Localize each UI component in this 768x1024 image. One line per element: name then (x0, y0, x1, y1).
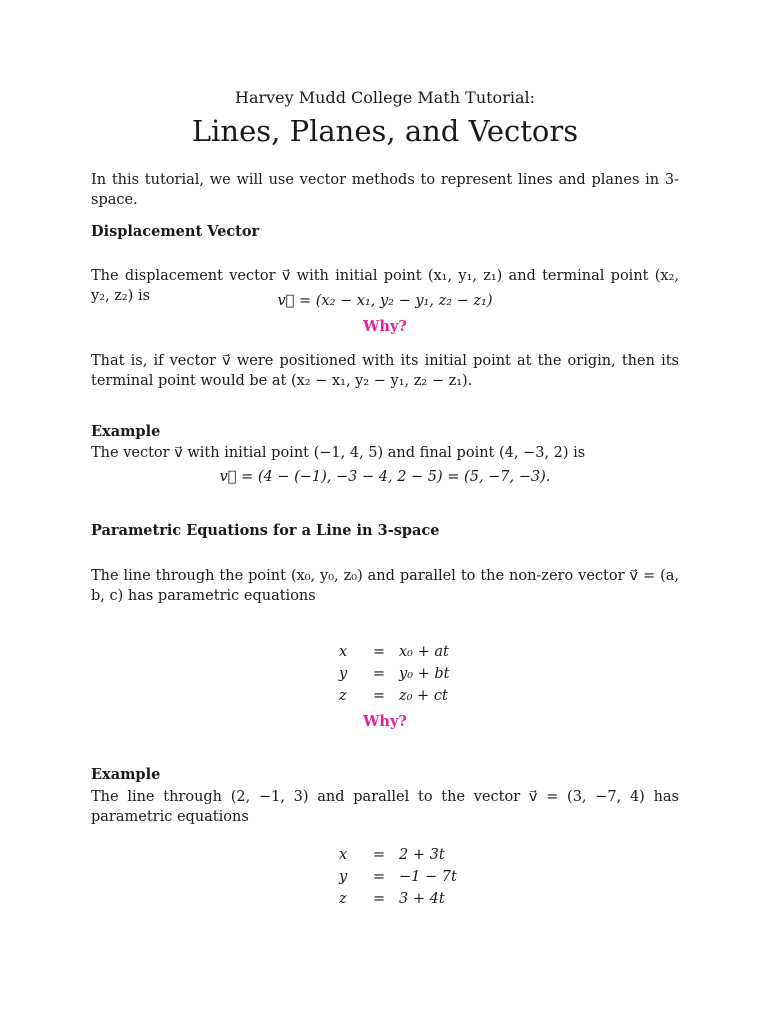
equation-lhs: y (339, 666, 348, 682)
equation-lhs: y (339, 869, 348, 885)
parametric-equations (339, 641, 449, 707)
equation-op: = (372, 869, 386, 885)
doc-title: Lines, Planes, and Vectors (191, 114, 579, 148)
equation-op: = (372, 644, 386, 660)
example1-heading: Example (91, 423, 161, 440)
example2-text: The line through (2, −1, 3) and parallel to the vector v⃗ = (3, −7, 4) has parametric equations (91, 789, 679, 825)
displacement-heading: Displacement Vector (91, 223, 260, 240)
example1-text: The vector v⃗ with initial point (−1, 4, 5) and final point (4, −3, 2) is (91, 445, 586, 461)
example2-heading: Example (91, 766, 161, 783)
equation-op: = (372, 666, 386, 682)
example2-equations (339, 844, 457, 910)
equation-rhs: −1 − 7t (399, 869, 457, 885)
parametric-heading: Parametric Equations for a Line in 3-space (91, 522, 440, 539)
equation-row (339, 685, 449, 707)
equation-rhs: 2 + 3t (399, 847, 445, 863)
equation-rhs: z₀ + ct (399, 688, 448, 704)
equation-rhs: 3 + 4t (399, 891, 445, 907)
equation-op: = (372, 891, 386, 907)
equation-row (339, 866, 457, 888)
equation-rhs: y₀ + bt (399, 666, 450, 682)
equation-row (339, 844, 457, 866)
equation-row (339, 888, 457, 910)
example1-equation: v⃗ = (4 − (−1), −3 − 4, 2 − 5) = (5, −7, −3). (219, 469, 551, 485)
equation-lhs: z (339, 891, 347, 907)
parametric-text: The line through the point (x₀, y₀, z₀) and parallel to the non-zero vector v⃗ = (a, b, c) has parametric equations (91, 568, 679, 604)
equation-lhs: z (339, 688, 347, 704)
equation-row (339, 641, 449, 663)
equation-op: = (372, 847, 386, 863)
equation-rhs: x₀ + at (399, 644, 449, 660)
intro-paragraph: In this tutorial, we will use vector methods to represent lines and planes in 3-space. (91, 172, 679, 208)
equation-op: = (372, 688, 386, 704)
equation-row (339, 663, 449, 685)
why-link-displacement[interactable]: Why? (363, 318, 407, 335)
equation-lhs: x (339, 644, 348, 660)
displacement-text: The displacement vector v⃗ with initial point (x₁, y₁, z₁) and terminal point (x₂, y₂, z₂) is (91, 268, 679, 304)
displacement-equation: v⃗ = (x₂ − x₁, y₂ − y₁, z₂ − z₁) (277, 293, 493, 309)
why-link-parametric[interactable]: Why? (363, 713, 407, 730)
doc-subtitle: Harvey Mudd College Math Tutorial: (235, 88, 535, 107)
displacement-explanation: That is, if vector v⃗ were positioned with its initial point at the origin, then its terminal point would be at (x₂ − x₁, y₂ − y₁, z₂ − z₁). (91, 353, 679, 389)
equation-lhs: x (339, 847, 348, 863)
